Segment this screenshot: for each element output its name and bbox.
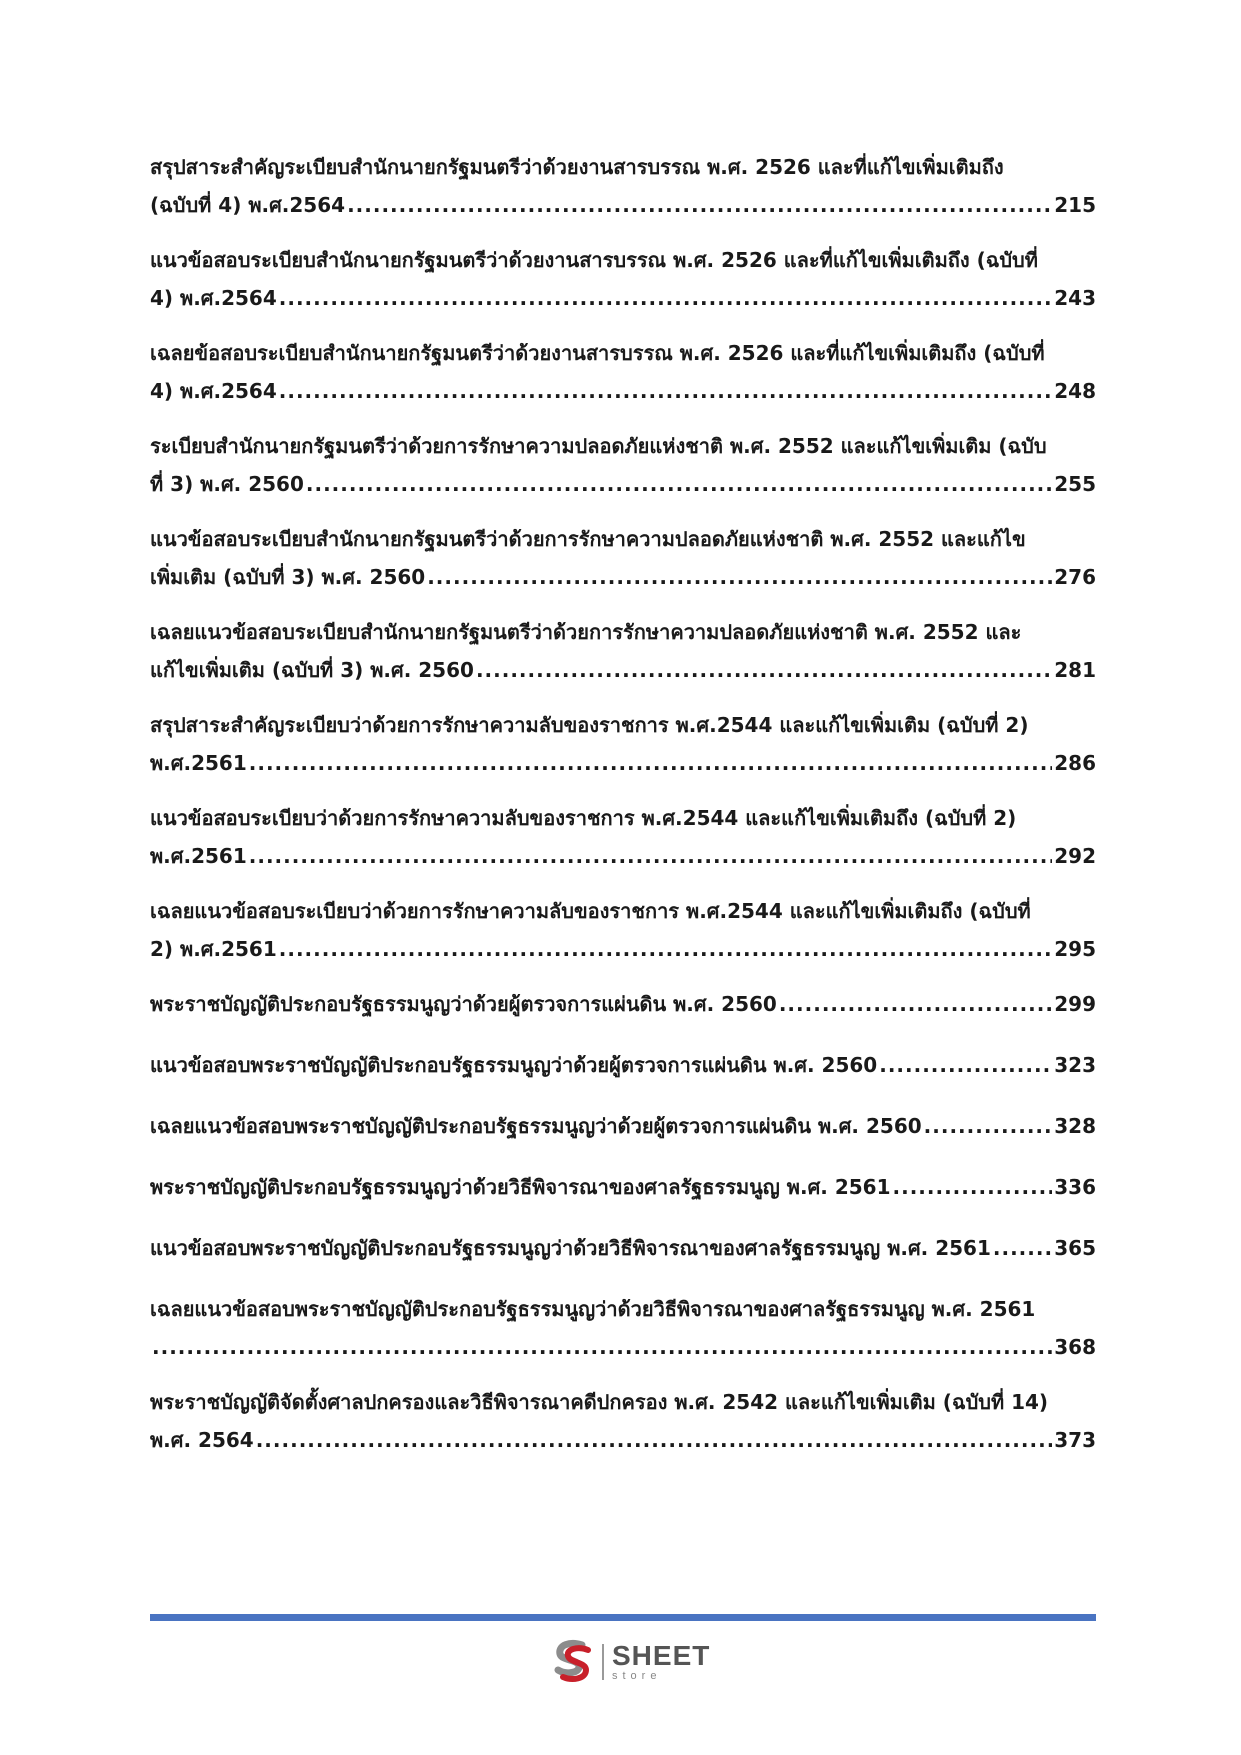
toc-entry-leader-line — [150, 372, 1096, 410]
toc-entry-title-line1: ระเบียบสำนักนายกรัฐมนตรีว่าด้วยการรักษาความปลอดภัยแห่งชาติ พ.ศ. 2552 และแก้ไขเพิ่มเติม (ฉบับ — [150, 434, 1047, 458]
dot-leader — [279, 372, 1052, 410]
toc-entry-title-line1: แนวข้อสอบระเบียบสำนักนายกรัฐมนตรีว่าด้วยการรักษาความปลอดภัยแห่งชาติ พ.ศ. 2552 และแก้ไข — [150, 527, 1026, 551]
toc-entry[interactable] — [150, 334, 1096, 410]
toc-page-number: 368 — [1054, 1335, 1096, 1359]
toc-page-number: 281 — [1054, 658, 1096, 682]
toc-entry[interactable] — [150, 1229, 1096, 1267]
toc-entry-title-line2: แนวข้อสอบพระราชบัญญัติประกอบรัฐธรรมนูญว่าด้วยวิธีพิจารณาของศาลรัฐธรรมนูญ พ.ศ. 2561 — [150, 1236, 991, 1260]
toc-entry-title-line1: เฉลยแนวข้อสอบระเบียบว่าด้วยการรักษาความลับของราชการ พ.ศ.2544 และแก้ไขเพิ่มเติมถึง (ฉบับที่ — [150, 899, 1031, 923]
toc-entry-leader-line — [150, 558, 1096, 596]
toc-entry-leader-line — [150, 985, 1096, 1023]
toc-entry-title-line1: เฉลยแนวข้อสอบพระราชบัญญัติประกอบรัฐธรรมนูญว่าด้วยวิธีพิจารณาของศาลรัฐธรรมนูญ พ.ศ. 2561 — [150, 1297, 1036, 1321]
toc-entry-title-line2: พระราชบัญญัติประกอบรัฐธรรมนูญว่าด้วยผู้ตรวจการแผ่นดิน พ.ศ. 2560 — [150, 992, 777, 1016]
toc-entry-leader-line — [150, 930, 1096, 968]
dot-leader — [279, 279, 1052, 317]
toc-page-number: 373 — [1054, 1428, 1096, 1452]
toc-entry[interactable] — [150, 148, 1096, 224]
dot-leader — [152, 1328, 1052, 1366]
logo-divider — [602, 1644, 604, 1680]
toc-entry-leader-line — [150, 651, 1096, 689]
toc-page-number: 286 — [1054, 751, 1096, 775]
toc-entry-title-line2: พ.ศ.2561 — [150, 844, 247, 868]
footer-rule — [150, 1614, 1096, 1621]
toc-entry-title-line1: พระราชบัญญัติจัดตั้งศาลปกครองและวิธีพิจารณาคดีปกครอง พ.ศ. 2542 และแก้ไขเพิ่มเติม (ฉบับที่ 14) — [150, 1390, 1049, 1414]
toc-entry-leader-line — [150, 1328, 1096, 1366]
toc-entry-title-line2: พ.ศ. 2564 — [150, 1428, 254, 1452]
toc-entry-leader-line — [150, 1046, 1096, 1084]
logo-word-sheet: SHEET — [612, 1640, 711, 1671]
dot-leader — [893, 1168, 1053, 1206]
toc-entry[interactable] — [150, 799, 1096, 875]
dot-leader — [256, 1421, 1053, 1459]
toc-entry[interactable] — [150, 892, 1096, 968]
logo-word-store: store — [612, 1670, 662, 1682]
dot-leader — [249, 744, 1053, 782]
toc-entry-leader-line — [150, 279, 1096, 317]
toc-entry-title-line2: ที่ 3) พ.ศ. 2560 — [150, 472, 304, 496]
toc-entry-leader-line — [150, 1168, 1096, 1206]
toc-page-number: 292 — [1054, 844, 1096, 868]
toc-entry[interactable] — [150, 520, 1096, 596]
toc-page-number: 248 — [1054, 379, 1096, 403]
toc-entry[interactable] — [150, 985, 1096, 1023]
toc-entry-title-line1: เฉลยข้อสอบระเบียบสำนักนายกรัฐมนตรีว่าด้วยงานสารบรรณ พ.ศ. 2526 และที่แก้ไขเพิ่มเติมถึง (ฉบับที่ — [150, 341, 1045, 365]
toc-page-number: 215 — [1054, 193, 1096, 217]
toc-page-number: 299 — [1054, 992, 1096, 1016]
toc-entry-leader-line — [150, 1229, 1096, 1267]
dot-leader — [924, 1107, 1053, 1145]
dot-leader — [779, 985, 1052, 1023]
dot-leader — [279, 930, 1052, 968]
toc-entry-title-line2: 4) พ.ศ.2564 — [150, 379, 277, 403]
toc-page-number: 336 — [1054, 1175, 1096, 1199]
toc-entry-title-line2: พ.ศ.2561 — [150, 751, 247, 775]
toc-entry-title-line2: พระราชบัญญัติประกอบรัฐธรรมนูญว่าด้วยวิธีพิจารณาของศาลรัฐธรรมนูญ พ.ศ. 2561 — [150, 1175, 891, 1199]
dot-leader — [249, 837, 1053, 875]
dot-leader — [476, 651, 1052, 689]
toc-entry-title-line2: แก้ไขเพิ่มเติม (ฉบับที่ 3) พ.ศ. 2560 — [150, 658, 474, 682]
toc-entry-title-line2: เพิ่มเติม (ฉบับที่ 3) พ.ศ. 2560 — [150, 565, 426, 589]
sheet-store-logo — [552, 1638, 710, 1686]
dot-leader — [306, 465, 1052, 503]
toc-entry-title-line1: แนวข้อสอบระเบียบสำนักนายกรัฐมนตรีว่าด้วยงานสารบรรณ พ.ศ. 2526 และที่แก้ไขเพิ่มเติมถึง (ฉบับที่ — [150, 248, 1038, 272]
table-of-contents — [150, 148, 1096, 1476]
toc-entry[interactable] — [150, 1046, 1096, 1084]
toc-entry[interactable] — [150, 241, 1096, 317]
toc-entry[interactable] — [150, 613, 1096, 689]
toc-entry[interactable] — [150, 1107, 1096, 1145]
toc-page-number: 323 — [1054, 1053, 1096, 1077]
toc-entry-leader-line — [150, 465, 1096, 503]
dot-leader — [427, 558, 1052, 596]
toc-entry-title-line1: สรุปสาระสำคัญระเบียบสำนักนายกรัฐมนตรีว่าด้วยงานสารบรรณ พ.ศ. 2526 และที่แก้ไขเพิ่มเติมถึง — [150, 155, 1004, 179]
dot-leader — [347, 186, 1052, 224]
toc-entry-title-line1: แนวข้อสอบระเบียบว่าด้วยการรักษาความลับของราชการ พ.ศ.2544 และแก้ไขเพิ่มเติมถึง (ฉบับที่ 2) — [150, 806, 1017, 830]
toc-page-number: 328 — [1054, 1114, 1096, 1138]
toc-entry[interactable] — [150, 1168, 1096, 1206]
toc-entry-leader-line — [150, 186, 1096, 224]
toc-page-number: 255 — [1054, 472, 1096, 496]
toc-entry[interactable] — [150, 706, 1096, 782]
sheet-store-logo-icon — [552, 1639, 596, 1685]
toc-entry[interactable] — [150, 1383, 1096, 1459]
toc-entry-leader-line — [150, 1107, 1096, 1145]
dot-leader — [993, 1229, 1052, 1267]
toc-entry-title-line2: 4) พ.ศ.2564 — [150, 286, 277, 310]
toc-entry-title-line2: แนวข้อสอบพระราชบัญญัติประกอบรัฐธรรมนูญว่าด้วยผู้ตรวจการแผ่นดิน พ.ศ. 2560 — [150, 1053, 878, 1077]
toc-entry-title-line1: เฉลยแนวข้อสอบระเบียบสำนักนายกรัฐมนตรีว่าด้วยการรักษาความปลอดภัยแห่งชาติ พ.ศ. 2552 และ — [150, 620, 1022, 644]
toc-entry-title-line2: เฉลยแนวข้อสอบพระราชบัญญัติประกอบรัฐธรรมนูญว่าด้วยผู้ตรวจการแผ่นดิน พ.ศ. 2560 — [150, 1114, 922, 1138]
toc-entry-leader-line — [150, 1421, 1096, 1459]
dot-leader — [879, 1046, 1052, 1084]
toc-entry-leader-line — [150, 837, 1096, 875]
toc-entry[interactable] — [150, 427, 1096, 503]
toc-entry-title-line2: 2) พ.ศ.2561 — [150, 937, 277, 961]
toc-page-number: 295 — [1054, 937, 1096, 961]
toc-entry-leader-line — [150, 744, 1096, 782]
toc-entry[interactable] — [150, 1290, 1096, 1366]
toc-entry-title-line1: สรุปสาระสำคัญระเบียบว่าด้วยการรักษาความลับของราชการ พ.ศ.2544 และแก้ไขเพิ่มเติม (ฉบับที่ 2) — [150, 713, 1029, 737]
toc-page-number: 365 — [1054, 1236, 1096, 1260]
toc-page-number: 276 — [1054, 565, 1096, 589]
logo-wordmark — [612, 1642, 710, 1682]
toc-page-number: 243 — [1054, 286, 1096, 310]
toc-entry-title-line2: (ฉบับที่ 4) พ.ศ.2564 — [150, 193, 346, 217]
